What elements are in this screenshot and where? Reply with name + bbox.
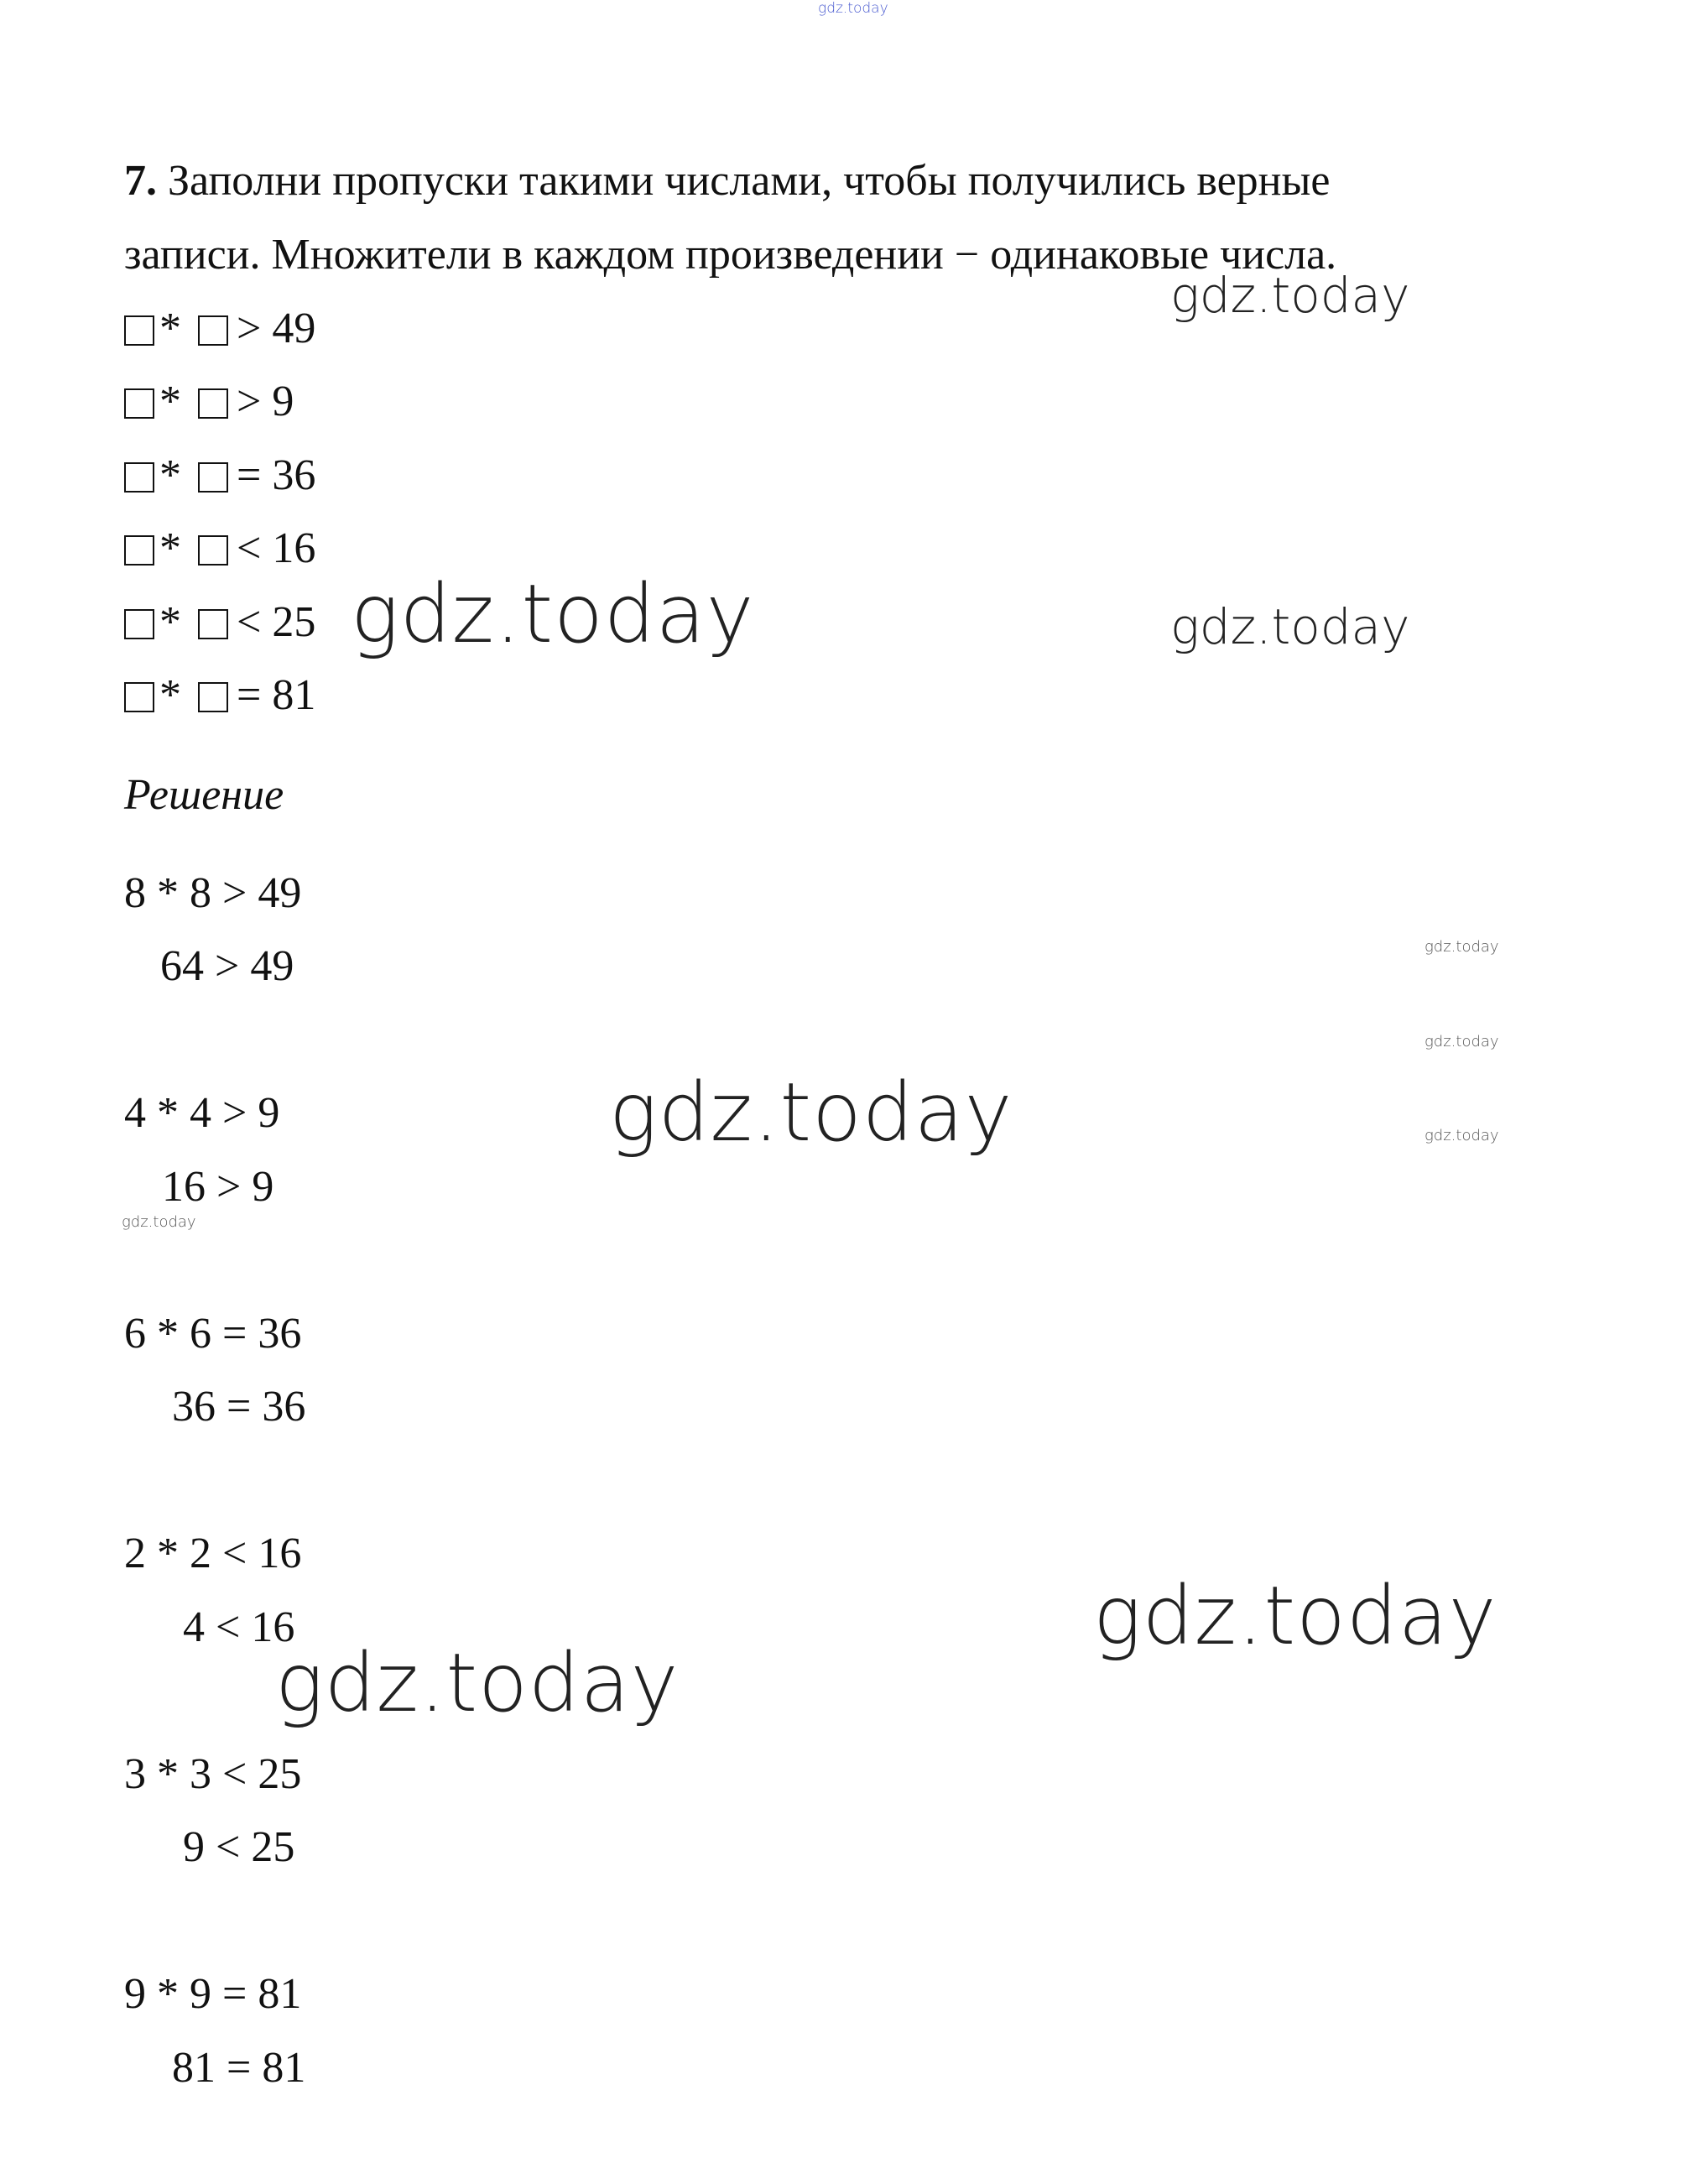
blank-box: [198, 682, 228, 712]
watermark-top: gdz.today: [818, 0, 888, 17]
solution-equation-6: 9 * 9 = 81: [124, 1970, 302, 2018]
pattern-row-5: [124, 597, 315, 648]
solution-equation-1: 8 * 8 > 49: [124, 869, 302, 917]
watermark: gdz.today: [609, 1066, 1013, 1160]
pattern-relation: = 36: [237, 451, 316, 499]
multiply-sign: *: [159, 378, 181, 425]
pattern-row-1: [124, 304, 315, 354]
pattern-relation: > 9: [237, 378, 294, 425]
watermark: gdz.today: [1170, 598, 1410, 655]
task-statement-line-1: [124, 156, 1331, 206]
task-number: 7.: [124, 157, 157, 205]
blank-box: [124, 535, 154, 566]
pattern-row-4: [124, 524, 315, 574]
multiply-sign: *: [159, 524, 181, 572]
pattern-row-3: [124, 451, 315, 501]
task-statement-line-2: [124, 230, 1336, 280]
blank-box: [124, 462, 154, 493]
solution-heading: Решение: [124, 771, 284, 819]
watermark: gdz.today: [1425, 1033, 1499, 1050]
blank-box: [198, 535, 228, 566]
solution-result-6: 81 = 81: [172, 2044, 306, 2092]
watermark: gdz.today: [122, 1213, 196, 1231]
solution-equation-3: 6 * 6 = 36: [124, 1310, 302, 1358]
blank-box: [198, 462, 228, 493]
pattern-relation: < 16: [237, 524, 316, 572]
watermark: gdz.today: [1170, 267, 1410, 324]
blank-box: [198, 609, 228, 639]
multiply-sign: *: [159, 451, 181, 499]
multiply-sign: *: [159, 305, 181, 352]
watermark: gdz.today: [1425, 938, 1499, 956]
solution-result-4: 4 < 16: [183, 1603, 295, 1651]
blank-box: [198, 315, 228, 346]
blank-box: [198, 388, 228, 419]
task-text-line-1: Заполни пропуски такими числами, чтобы получились верные: [168, 157, 1331, 205]
watermark: gdz.today: [1425, 1127, 1499, 1144]
solution-equation-5: 3 * 3 < 25: [124, 1750, 302, 1798]
pattern-relation: < 25: [237, 598, 316, 646]
blank-box: [124, 388, 154, 419]
watermark: gdz.today: [1093, 1569, 1497, 1663]
solution-equation-2: 4 * 4 > 9: [124, 1089, 280, 1137]
blank-box: [124, 609, 154, 639]
pattern-relation: = 81: [237, 671, 316, 719]
solution-result-3: 36 = 36: [172, 1383, 306, 1431]
task-text-line-2: записи. Множители в каждом произведении − одинаковые числа.: [124, 231, 1337, 279]
pattern-row-2: [124, 377, 294, 427]
watermark: gdz.today: [351, 567, 755, 661]
pattern-relation: > 49: [237, 305, 316, 352]
blank-box: [124, 682, 154, 712]
solution-result-1: 64 > 49: [160, 942, 294, 990]
solution-equation-4: 2 * 2 < 16: [124, 1530, 302, 1577]
multiply-sign: *: [159, 671, 181, 719]
watermark: gdz.today: [275, 1636, 680, 1730]
solution-result-2: 16 > 9: [162, 1163, 274, 1211]
pattern-row-6: [124, 670, 315, 721]
multiply-sign: *: [159, 598, 181, 646]
solution-result-5: 9 < 25: [183, 1823, 295, 1871]
blank-box: [124, 315, 154, 346]
